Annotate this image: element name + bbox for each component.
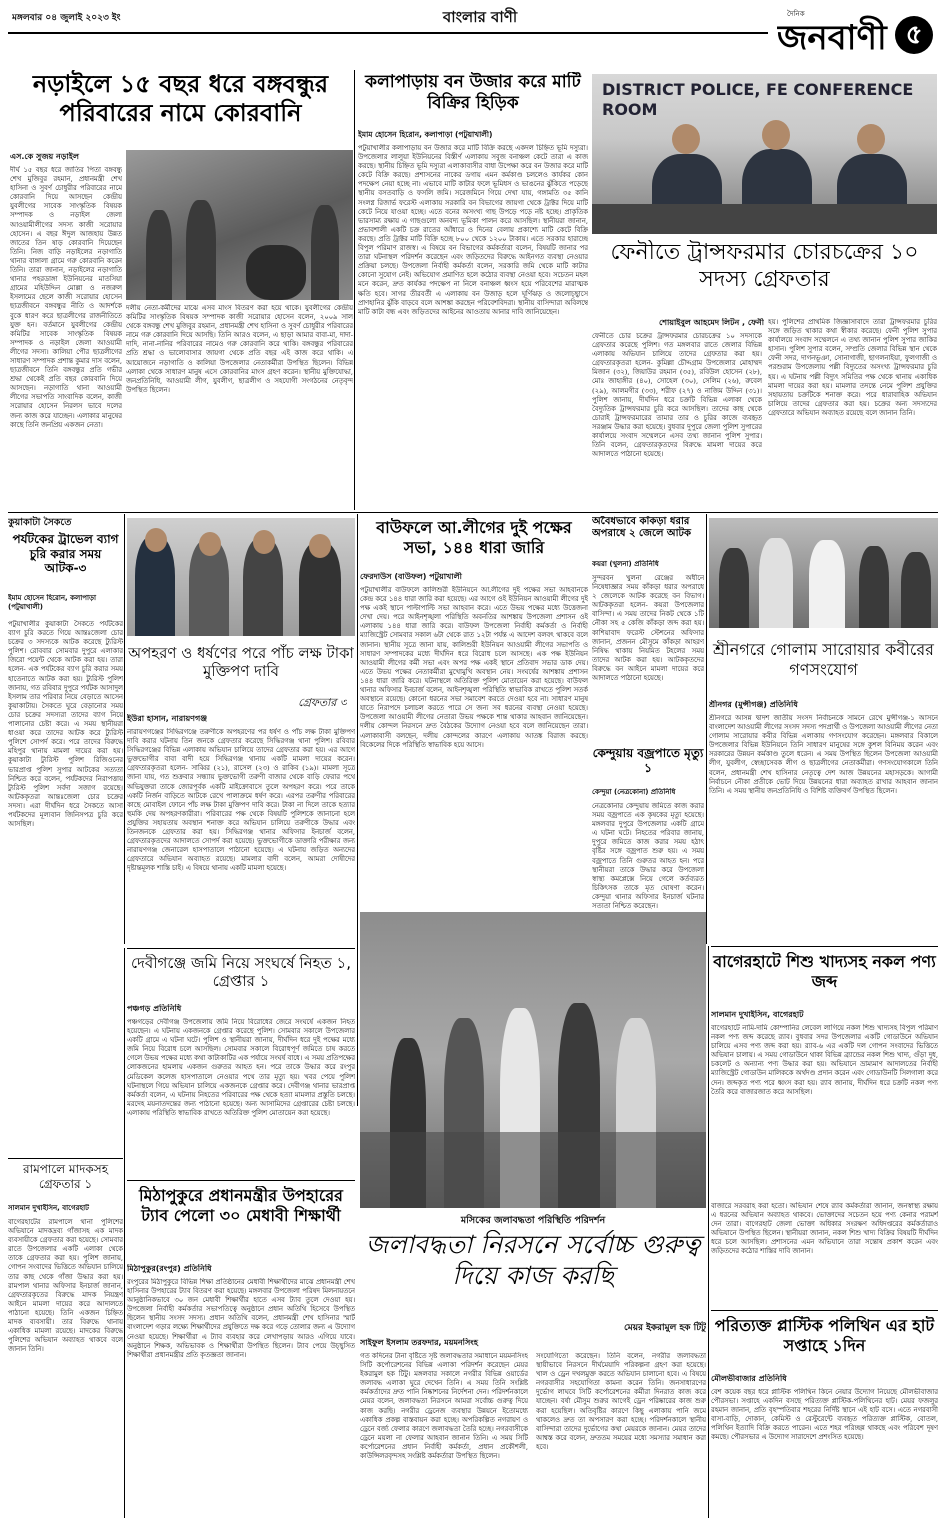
kuakata-headline: পর্যটকের ট্রাভেল ব্যাগ চুরি করার সময় আটক-৩ (12, 532, 119, 576)
rampal-body: বাগেরহাটের রামপালে থানা পুলিশের অভিযানে মাদকদ্রব্য গাঁজাসহ এক মাদক ব্যবসায়ীকে গ্রেফতার করা হয়েছে। সোমবার রাতে উপজেলার একটি এলাকা থেকে তাকে গ্রেফতার করা হয়। পুলিশ জানায়, গোপন সংবাদের ভিত্তিতে অভিযান চালিয়ে তার কাছ থেকে গাঁজা উদ্ধার করা হয়। রামপাল থানার অফিসার ইনচার্জ জানান, গ্রেফতারকৃতের বিরুদ্ধে মাদক নিয়ন্ত্রণ আইনে মামলা দায়ের করে আদালতে পাঠানো হয়েছে। তিনি একজন চিহ্নিত মাদক ব্যবসায়ী। তার বিরুদ্ধে থানায় একাধিক মামলা রয়েছে। মাদকের বিরুদ্ধে পুলিশের অভিযান অব্যাহত থাকবে বলে জানান তিনি। (8, 1218, 123, 1354)
newspaper-logo (765, 2, 945, 68)
story-sreenagar (709, 514, 938, 934)
mithapukur-headline: মিঠাপুকুরে প্রধানমন্ত্রীর উপহারের ট্যাব পেলো ৩০ মেধাবী শিক্ষার্থী (139, 1186, 343, 1225)
kendua-byline: কেন্দুয়া (নেত্রকোনা) প্রতিনিধি (592, 788, 676, 796)
debiganj-headline: দেবীগঞ্জে জমি নিয়ে সংঘর্ষে নিহত ১, গ্রেপ্তার ১ (130, 954, 352, 991)
narail-byline: এস.কে সুজয় নড়াইল (10, 152, 79, 161)
feni-photo (592, 74, 937, 234)
section-title: বাংলার বাণী (442, 8, 518, 26)
narail-body-2: দলীয় নেতা-কর্মীদের মাঝে এসব মাংস বিতরণ করা হয়ে থাকে। যুবলীগের কেন্দ্রীয় কমিটির সাংস্কৃতিক বিষয়ক সম্পাদক কাজী সরোয়ার হোসেন বলেন, ২০০৯ সাল থেকে বঙ্গবন্ধু শেখ মুজিবুর রহমান, প্রধানমন্ত্রী শেখ হাসিনা ও সুবর্ণ চোধুরীর পরিবারের নামে গরু কোরবানি দিয়ে আসছি। তিনি আরও বলেন, এ ছাড়া আমার বাবা-মা, দাদা-দাদি, নানা-নানির পরিবারের নামেও গরু কোরবানি করে থাকি। বঙ্গবন্ধুর পরিবারের প্রতি শ্রদ্ধা ও ভালোবাসার জায়গা থেকে প্রতি বছর এই কাজ করে থাকি। এ আয়োজনে নড়াগাতি ও কালিয়া উপজেলার নেতাকর্মীরা উপস্থিত ছিলেন। বিভিন্ন এলাকা থেকে সাধারণ মানুষ এসে কোরবানির মাংস গ্রহণ করেন। স্থানীয় মুক্তিযোদ্ধা, জনপ্রতিনিধি, আওয়ামী লীগ, যুবলীগ, ছাত্রলীগ ও সহযোগী সংগঠনের নেতৃবৃন্দ উপস্থিত ছিলেন। (126, 304, 353, 394)
logo-small-text: দৈনিক (787, 10, 805, 18)
narail-headline: নড়াইলে ১৫ বছর ধরে বঙ্গবন্ধুর পরিবারের নামে কোরবানি (32, 70, 329, 128)
bauphal-body: পটুয়াখালীর বাউফলে কালিশুরী ইউনিয়নে আ.লীগের দুই পক্ষের সভা আহবানকে কেন্দ্র করে ১৪৪ ধারা জারি করা হয়েছে। এর আগে ওই ইউনিয়ন আওয়ামী লীগের দুই পক্ষ একই স্থানে পাল্টাপাল্টি সভা আহবান করে। এতে উভয় পক্ষের মধ্যে উত্তেজনা দেখা দেয়। পরে আইনশৃঙ্খলা পরিস্থিতি অবনতির আশঙ্কায় উপজেলা প্রশাসন ওই এলাকায় ১৪৪ ধারা জারি করে। বাউফল উপজেলা নির্বাহী কর্মকর্তা ও নির্বাহী ম্যাজিস্ট্রেট সোমবার সকাল ৬টা থেকে রাত ১২টা পর্যন্ত এ আদেশ বলবৎ থাকবে বলে জানান। স্থানীয় সূত্রে জানা যায়, কালিশুরী ইউনিয়ন আওয়ামী লীগের সভাপতি ও সাধারণ সম্পাদকের মধ্যে দীর্ঘদিন ধরে বিরোধ চলে আসছে। এক পক্ষ ইউনিয়ন আওয়ামী লীগের কর্মী সভা এবং অপর পক্ষ একই স্থানে প্রতিবাদ সভার ডাক দেয়। এতে উভয় পক্ষের নেতাকর্মীরা মুখোমুখি অবস্থান নেয়। সংঘর্ষের আশঙ্কায় প্রশাসন ১৪৪ ধারা জারি করে। ঘটনাস্থলে অতিরিক্ত পুলিশ মোতায়েন করা হয়েছে। বাউফল থানার অফিসার ইনচার্জ বলেন, আইনশৃঙ্খলা পরিস্থিতি স্বাভাবিক রাখতে পুলিশ সতর্ক অবস্থানে রয়েছে। কোনো ধরনের সভা সমাবেশ করতে দেওয়া হবে না। সাধারণ মানুষ যাতে নিরাপদে চলাচল করতে পারে সে জন্য সব ধরনের ব্যবস্থা নেওয়া হয়েছে। উপজেলা আওয়ামী লীগের নেতারা উভয় পক্ষকে শান্ত থাকার আহবান জানিয়েছেন। দলীয় কোন্দল নিরসনে দ্রুত বৈঠকের উদ্যোগ নেওয়া হবে বলে জানিয়েছেন তারা। এলাকাবাসী বলছেন, দলীয় কোন্দলের কারণে এলাকায় আতঙ্ক বিরাজ করছে। বিকেলের দিকে পরিস্থিতি স্বাভাবিক হয়ে আসে। (360, 586, 588, 749)
story-kalapara (358, 70, 588, 510)
sreenagar-byline: শ্রীনগর (মুন্সীগঞ্জ) প্রতিনিধি (709, 700, 798, 709)
bauphal-headline: বাউফলে আ.লীগের দুই পক্ষের সভা, ১৪৪ ধারা জারি (376, 518, 572, 557)
sreenagar-body: শ্রীনগরে আসন্ন দ্বাদশ জাতীয় সংসদ নির্বাচনকে সামনে রেখে মুন্সীগঞ্জ-১ আসনে বাংলাদেশ আওয়ামী লীগের সংসদ সদস্য পদপ্রার্থী ও উপজেলা আওয়ামী লীগের নেতা গোলাম সারোয়ার কবীর বিভিন্ন এলাকায় গণসংযোগ করেছেন। মঙ্গলবার বিকালে উপজেলার বিভিন্ন ইউনিয়নে তিনি সাধারণ মানুষের সঙ্গে কুশল বিনিময় করেন এবং সরকারের উন্নয়ন কর্মকাণ্ড তুলে ধরেন। এ সময় উপস্থিত ছিলেন উপজেলা আওয়ামী লীগ, যুবলীগ, স্বেচ্ছাসেবক লীগ ও ছাত্রলীগের নেতাকর্মীরা। গণসংযোগকালে তিনি বলেন, প্রধানমন্ত্রী শেখ হাসিনার নেতৃত্বে দেশ আজ উন্নয়নের মহাসড়কে। আগামী নির্বাচনে নৌকা প্রতীকে ভোট দিয়ে উন্নয়নের ধারা অব্যাহত রাখার আহবান জানান তিনি। এ সময় স্থানীয় জনপ্রতিনিধি ও বিশিষ্ট ব্যক্তিবর্গ উপস্থিত ছিলেন। (709, 714, 938, 795)
divider-v6 (708, 946, 709, 1518)
logo-main-text: জনবাণী (777, 18, 887, 58)
story-mithapukur (127, 1180, 355, 1518)
waterlogging-kicker: মসিকের জলাবদ্ধতা পরিস্থিতি পরিদর্শন (460, 1215, 606, 1226)
header-rule (8, 32, 768, 34)
waterlogging-photo (360, 912, 706, 1208)
story-feni (592, 70, 937, 510)
rampal-headline: রামপালে মাদকসহ গ্রেফতার ১ (22, 1162, 109, 1191)
story-kendua (592, 744, 704, 930)
story-plastic (711, 1310, 938, 1518)
feni-photo-sign: DISTRICT POLICE, FE CONFERENCE ROOM (602, 80, 914, 119)
story-waterlogging (360, 912, 706, 1518)
kalapara-byline: ইমাম হোসেন হিরোন, কলাপাড়া (পটুয়াখালী) (358, 130, 493, 139)
page-number: ৫ (905, 20, 923, 50)
divider-v2 (124, 514, 125, 944)
rampal-byline: সালমান দুখাইসিন, বাগেরহাট (8, 1204, 89, 1212)
mithapukur-byline: মিঠাপুকুর(রংপুর) প্রতিনিধি (127, 1264, 212, 1273)
sreenagar-photo (709, 518, 938, 628)
kuakata-byline: ইমাম হোসেন হিরোন, কলাপাড়া (পটুয়াখালী) (8, 594, 97, 611)
narail-body: দীর্ঘ ১৫ বছর ধরে জাতির পিতা বঙ্গবন্ধু শেখ মুজিবুর রহমান, প্রধানমন্ত্রী শেখ হাসিনা ও সুবর্ণ চোধুরীর পরিবারের নামে কোরবানি দিয়ে আসছেন কেন্দ্রীয় যুবলীগের সাবেক সাংস্কৃতিক বিষয়ক সম্পাদক ও নড়াইল জেলা আওয়ামীলীগের সদস্য কাজী সরোয়ার হোসেন। এ বছর ঈদুল আজহায় উন্নত জাতের তিন ষাড় কোরবানি দিয়েছেন তিনি। নিজ বাড়ি নড়াইলের নড়াগাতি থানার বাঙ্গালা গ্রামে গরু কোরবানি করেন তিনি। তারা জানান, নড়াইলের নড়াগাতি থানার পহরডাঙ্গা ইউনিয়নের মাতসিয়া গ্রামের মহিউদ্দিন মোল্লা ও নজরুল ইসলামের ছেলে কাজী সরোয়ার হোসেন ছাত্রজীবনে বঙ্গবন্ধুর নীতি ও আদর্শকে বুকে ধারণ করে ছাত্রলীগের রাজনীতিতে যুক্ত হন। বর্তমানে যুবলীগের কেন্দ্রীয় কমিটির সাবেক সাংস্কৃতিক বিষয়ক সম্পাদক ও নড়াইল জেলা আওয়ামী লীগের সদস্য। কালিয়া পৌর ছাত্রলীগের সাধারণ সম্পাদক প্রশান্ত কুমার দাস বলেন, ছাত্রজীবনে তিনি বঙ্গবন্ধুর প্রতি গভীর শ্রদ্ধা থেকেই প্রতি বছর কোরবানি দিয়ে আসছেন। নড়াগাতি থানা আওয়ামী লীগের সভাপতি সাংবাদিক বলেন, কাজী সরোয়ার হোসেন নিরলস ভাবে দলের জন্য কাজ করে যাচ্ছেন। এলাকার মানুষের কাছে তিনি জনপ্রিয় একজন নেতা। (10, 166, 122, 429)
plastic-top-rule (711, 1310, 938, 1311)
bagerhat-top-rule (711, 946, 938, 947)
bagerhat-byline: সালমান দুখাইসিন, বাগেরহাট (711, 1010, 804, 1019)
story-crab (592, 514, 704, 742)
feni-body-2: হয়। পুলিশের প্রাথমিক জিজ্ঞাসাবাদে তারা ট্রান্সফরমার চুরির সঙ্গে জড়িত থাকার কথা স্বীকার করেছে। ফেনী পুলিশ সুপার কার্যালয়ে সংবাদ সম্মেলনে এ তথ্য জানান পুলিশ সুপার জাকির হাসান। পুলিশ সুপার বলেন, সম্প্রতি জেলার বিভিন্ন স্থান থেকে ফেনী সদর, দাগনভূঞা, সোনাগাজী, ছাগলনাইয়া, ফুলগাজী ও পরশুরাম উপজেলায় পল্লী বিদ্যুতের অসংখ্য ট্রান্সফরমার চুরি হয়। এ ঘটনায় পল্লী বিদ্যুৎ সমিতির পক্ষ থেকে থানায় একাধিক মামলা দায়ের করা হয়। মামলার তদন্তে নেমে পুলিশ প্রযুক্তির সহায়তায় চক্রটিকে শনাক্ত করে। পরে ধারাবাহিক অভিযান চালিয়ে তাদের গ্রেফতার করা হয়। চক্রের অন্য সদস্যদের গ্রেফতারে অভিযান অব্যাহত রয়েছে বলে জানান তিনি। (768, 318, 937, 417)
divider-v3 (357, 514, 358, 1106)
plastic-headline: পরিত্যক্ত প্লাস্টিক পলিথিন এর হাট সপ্তাহে ১দিন (714, 1316, 935, 1355)
waterlogging-body: গত কদিনের টানা বৃষ্টিতে সৃষ্ট জলাবদ্ধতার সমাধানে ময়মনসিংহ সিটি কর্পোরেশনের বিভিন্ন এলাকা পরিদর্শন করেছেন মেয়র ইকরামুল হক টিটু। মঙ্গলবার সকালে নগরীর বিভিন্ন ওয়ার্ডের জলাবদ্ধ এলাকা ঘুরে দেখেন তিনি। এ সময় তিনি সংশ্লিষ্ট কর্মকর্তাদের দ্রুত পানি নিষ্কাশনের নির্দেশনা দেন। পরিদর্শনকালে মেয়র বলেন, জলাবদ্ধতা নিরসনে আমরা সর্বোচ্চ গুরুত্ব দিয়ে কাজ করছি। নগরীর ড্রেনেজ ব্যবস্থার উন্নয়নে ইতোমধ্যে একাধিক প্রকল্প বাস্তবায়ন করা হচ্ছে। অপরিকল্পিত নগরায়ণ ও ড্রেনে বর্জ্য ফেলার কারণে জলাবদ্ধতা তৈরি হচ্ছে। নগরবাসীকে ড্রেনে ময়লা না ফেলার আহবান জানান তিনি। এ সময় সিটি কর্পোরেশনের প্রধান নির্বাহী কর্মকর্তা, প্রধান প্রকৌশলী, কাউন্সিলরবৃন্দসহ সংশ্লিষ্ট কর্মকর্তারা উপস্থিত ছিলেন। (360, 1352, 528, 1461)
abduction-byline: ইউরা হাসান, নারায়ণগঞ্জ (127, 714, 208, 723)
mithapukur-body: রংপুরের মিঠাপুকুরে বিভিন্ন শিক্ষা প্রতিষ্ঠানের মেধাবী শিক্ষার্থীদের মাঝে প্রধানমন্ত্রী শেখ হাসিনার উপহারের ট্যাব বিতরণ করা হয়েছে। মঙ্গলবার উপজেলা পরিষদ মিলনায়তনে আনুষ্ঠানিকভাবে ৩০ জন মেধাবী শিক্ষার্থীর হাতে এসব ট্যাব তুলে দেওয়া হয়। উপজেলা নির্বাহী কর্মকর্তার সভাপতিত্বে অনুষ্ঠানে প্রধান অতিথি হিসেবে উপস্থিত ছিলেন স্থানীয় সংসদ সদস্য। প্রধান অতিথি বলেন, প্রধানমন্ত্রী শেখ হাসিনার স্মার্ট বাংলাদেশ গড়ার লক্ষ্যে শিক্ষার্থীদের প্রযুক্তিতে দক্ষ করে গড়ে তোলার জন্য এ উদ্যোগ নেওয়া হয়েছে। শিক্ষার্থীরা এ ট্যাব ব্যবহার করে লেখাপড়ায় আরও এগিয়ে যাবে। অনুষ্ঠানে শিক্ষক, অভিভাবক ও শিক্ষার্থীরা উপস্থিত ছিলেন। ট্যাব পেয়ে উচ্ছ্বসিত শিক্ষার্থীরা প্রধানমন্ত্রীর প্রতি কৃতজ্ঞতা জানান। (127, 1278, 355, 1359)
bauphal-byline: ফেরদাউস (বাউফল) পটুয়াখালী (360, 572, 462, 581)
bagerhat-body: বাগেরহাটে নামি-দামি কোম্পানির লেবেল লাগিয়ে নকল শিশু খাদ্যসহ বিপুল পরিমাণ নকল পণ্য জব্দ করেছে র‍্যাব। বুধবার সদর উপজেলার একটি গোডাউনে অভিযান চালিয়ে এসব পণ্য জব্দ করা হয়। র‍্যাব-৬ এর একটি দল গোপন সংবাদের ভিত্তিতে অভিযান চালায়। এ সময় গোডাউনে থাকা বিভিন্ন ব্র্যান্ডের নকল শিশু খাদ্য, গুঁড়া দুধ, চকলেট ও অন্যান্য পণ্য উদ্ধার করা হয়। অভিযানে ভ্রাম্যমাণ আদালতের নির্বাহী ম্যাজিস্ট্রেট গোডাউন মালিককে অর্থদণ্ড প্রদান করেন এবং গোডাউনটি সিলগালা করে দেন। জব্দকৃত পণ্য পরে ধ্বংস করা হয়। র‍্যাব জানায়, দীর্ঘদিন ধরে চক্রটি নকল পণ্য তৈরি করে বাজারজাত করে আসছিল। (711, 1024, 938, 1096)
divider-v1 (354, 70, 355, 510)
feni-body: ফেনীতে চোর চক্রের ট্রান্সফরমার চোরচক্রের ১০ সদস্যকে গ্রেফতার করেছে পুলিশ। গত মঙ্গলবার রাতে জেলার বিভিন্ন এলাকায় অভিযান চালিয়ে তাদের গ্রেফতার করা হয়। গ্রেফতারকৃতরা হলেন- কুমিল্লা চৌদ্দগ্রাম উপজেলার মোহাম্মদ মিজান (৩২), জিয়াউর রহমান (৩৫), রবিউল হোসেন (২৮), মোঃ জাহাঙ্গীর (৪০), সোহেল (৩০), সেলিম (২৬), রুবেল (২৯), আলমগীর (৩৩), শরীফ (২৭) ও নাজিম উদ্দিন (৩১)। পুলিশ জানায়, দীর্ঘদিন ধরে চক্রটি বিভিন্ন এলাকা থেকে বৈদ্যুতিক ট্রান্সফরমার চুরি করে আসছিল। তাদের কাছ থেকে চোরাই ট্রান্সফরমারের তামার তার ও চুরির কাজে ব্যবহৃত সরঞ্জাম উদ্ধার করা হয়েছে। বুধবার দুপুরে জেলা পুলিশ সুপারের কার্যালয়ে সংবাদ সম্মেলনে এসব তথ্য জানান পুলিশ সুপার। তিনি বলেন, গ্রেফতারকৃতদের বিরুদ্ধে মামলা দায়ের করে আদালতে পাঠানো হয়েছে। (592, 332, 762, 459)
sreenagar-headline: শ্রীনগরে গোলাম সারোয়ার কবীরের গণসংযোগ (713, 640, 934, 679)
abduction-photo (127, 518, 355, 636)
page-number-badge (895, 16, 933, 54)
kuakata-kicker: কুয়াকাটা সৈকতে (8, 517, 72, 528)
story-abduction (127, 514, 355, 946)
feni-byline: শোয়াইবুল আহমেদ লিটন , ফেনী (658, 318, 764, 327)
kalapara-headline: কলাপাড়ায় বন উজার করে মাটি বিক্রির হিড়িক (365, 72, 581, 113)
waterlogging-byline: সাইফুল ইসলাম তরফদার, ময়মনসিংহ (360, 1338, 478, 1347)
masthead (0, 0, 945, 70)
bagerhat-headline: বাগেরহাটে শিশু খাদ্যসহ নকল পণ্য জব্দ (713, 952, 936, 991)
mithapukur-top-rule (127, 1180, 355, 1181)
story-bauphal (360, 514, 588, 909)
waterlogging-headline: জলাবদ্ধতা নিরসনে সর্বোচ্চ গুরুত্ব দিয়ে কাজ করছি (365, 1230, 701, 1290)
debiganj-top-rule (127, 948, 355, 949)
story-bagerhat (711, 946, 938, 1308)
issue-date: মঙ্গলবার ০৪ জুলাই ২০২৩ ইং (12, 13, 121, 23)
story-kuakata (8, 514, 123, 944)
crab-body: সুন্দরবন খুলনা রেঞ্জের অধীনে নিষেধাজ্ঞার সময় কাঁকড়া ধরার অপরাধে ২ জেলেকে আটক করেছে বন বিভাগ। আটককৃতরা হলেন- কয়রা উপজেলার বাসিন্দা। এ সময় তাদের নিকট থেকে ১টি নৌকা সহ ৫ কেজি কাঁকড়া জব্দ করা হয়। কাশিয়াবাদ ফরেস্ট স্টেশনের অফিসার জানান, প্রজনন মৌসুমে কাঁকড়া আহরণ নিষিদ্ধ থাকায় নিয়মিত টহলের সময় তাদের আটক করা হয়। আটককৃতদের বিরুদ্ধে বন আইনে মামলা দায়ের করে আদালতে পাঠানো হয়েছে। (592, 574, 704, 683)
abduction-subhead: গ্রেফতার ৩ (298, 696, 347, 709)
rampal-top-rule (8, 1158, 123, 1159)
narail-photo (126, 150, 353, 300)
plastic-body: বেশ কয়েক বছর ধরে প্লাস্টিক পলিথিন কিনে নেয়ার উদ্যোগ নিয়েছে মৌলভীবাজার পৌরসভা। সপ্তাহে একদিন বসছে পরিত্যক্ত প্লাস্টিক-পলিথিনের হাট। মেয়র ফজলুর রহমান জানান, প্রতি বৃহস্পতিবার শহরের নির্দিষ্ট স্থানে এই হাট বসে। এতে নগরবাসী বাসা-বাড়ি, দোকান, কেমিস্ট ও রেস্টুরেন্টে ব্যবহৃত পরিত্যক্ত প্লাস্টিক, বোতল, পলিথিন ইত্যাদি বিক্রি করতে পারেন। এতে শহর পরিচ্ছন্ন থাকছে এবং পরিবেশ দূষণ কমছে। পৌরসভার এ উদ্যোগ সারাদেশে প্রশংসিত হয়েছে। (711, 1388, 938, 1442)
crab-byline: কয়রা (খুলনা) প্রতিনিধি (592, 560, 659, 568)
kendua-headline: কেন্দুয়ায় বজ্রপাতে মৃত্যু ১ (592, 746, 704, 775)
abduction-headline: অপহরণ ও ধর্ষণের পরে পাঁচ লক্ষ টাকা মুক্তিপণ দাবি (128, 644, 354, 681)
waterlogging-body-2: সংযোগিতো করেছেন। তিনি বলেন, নগরীর জলাবদ্ধতা স্থায়ীভাবে নিরসনে দীর্ঘমেয়াদি পরিকল্পনা গ্রহণ করা হয়েছে। খাল ও ড্রেন দখলমুক্ত করতে অভিযান চালানো হবে। এ বিষয়ে নগরবাসীর সহযোগিতা কামনা করেন তিনি। জনসাধারণের দুর্ভোগ লাঘবে সিটি কর্পোরেশনের কর্মীরা দিনরাত কাজ করে যাচ্ছেন। বর্ষা মৌসুম শুরুর আগেই ড্রেন পরিষ্কারের কাজ শুরু করা হয়েছিল। অতিবৃষ্টির কারণে কিছু এলাকায় পানি জমে থাকলেও দ্রুত তা অপসারণ করা হচ্ছে। পরিদর্শনকালে স্থানীয় বাসিন্দারা তাদের দুর্ভোগের কথা মেয়রকে জানান। মেয়র তাদের আশ্বস্ত করে বলেন, দ্রুততম সময়ের মধ্যে সমস্যার সমাধান করা হবে। (536, 1352, 706, 1451)
abduction-body: নারায়ণগঞ্জের সিদ্ধিরগঞ্জে তরুণীকে অপহরণের পর ধর্ষণ ও পাঁচ লক্ষ টাকা মুক্তিপণ দাবি করার ঘটনায় তিন জনকে গ্রেফতার করেছে সিদ্ধিরগঞ্জ থানা পুলিশ। রবিবার সিদ্ধিরগঞ্জের বিভিন্ন এলাকায় অভিযান চালিয়ে তাদের গ্রেফতার করা হয়। এর আগে ভুক্তভোগীর বাবা বাদী হয়ে সিদ্ধিরগঞ্জ থানায় একটি মামলা দায়ের করেন। গ্রেফতারকৃতরা হলেন- সাব্বির (২১), রাসেল (২৩) ও রাকিব (১৯)। মামলা সূত্রে জানা যায়, গত শুক্রবার সন্ধ্যায় ভুক্তভোগী তরুণী বাজার থেকে বাড়ি ফেরার পথে অভিযুক্তরা তাকে জোরপূর্বক একটি মাইক্রোবাসে তুলে অপহরণ করে। পরে তাকে একটি নির্জন বাড়িতে আটকে রেখে পালাক্রমে ধর্ষণ করে। এরপর তরুণীর পরিবারের কাছে মোবাইল ফোনে পাঁচ লক্ষ টাকা মুক্তিপণ দাবি করে। টাকা না দিলে তাকে হত্যার হুমকি দেয় অপহরণকারীরা। পরিবারের পক্ষ থেকে বিষয়টি পুলিশকে জানানো হলে প্রযুক্তির সহায়তায় অবস্থান শনাক্ত করে অভিযান চালিয়ে তরুণীকে উদ্ধার এবং তিনজনকে গ্রেফতার করা হয়। সিদ্ধিরগঞ্জ থানার অফিসার ইনচার্জ বলেন, গ্রেফতারকৃতদের আদালতে সোপর্দ করা হয়েছে। ভুক্তভোগীকে ডাক্তারি পরীক্ষার জন্য নারায়ণগঞ্জ জেনারেল হাসপাতালে পাঠানো হয়েছে। এ ঘটনায় জড়িত অন্যদের গ্রেফতারে অভিযান অব্যাহত রয়েছে। মামলার বাদী বলেন, আমরা দোষীদের দৃষ্টান্তমূলক শাস্তি চাই। এ বিষয়ে থানায় একটি মামলা হয়েছে। (127, 728, 355, 873)
debiganj-byline: পঞ্চগড় প্রতিনিধি (127, 1004, 182, 1013)
bagerhat-body-2: বাজারে সরবরাহ করা হতো। অভিযান শেষে র‍্যাব কর্মকর্তারা জানান, জনস্বাস্থ্য রক্ষায় এ ধরনের অভিযান অব্যাহত থাকবে। ভোক্তাদের সচেতন হয়ে পণ্য কেনার পরামর্শ দেন তারা। বাগেরহাট জেলা ভোক্তা অধিকার সংরক্ষণ অধিদপ্তরের কর্মকর্তারাও অভিযানে উপস্থিত ছিলেন। স্থানীয়রা জানান, নকল শিশু খাদ্য বিক্রির বিষয়টি দীর্ঘদিন ধরে চলে আসছিল। প্রশাসনের এমন অভিযানে তারা সন্তোষ প্রকাশ করেন এবং জড়িতদের কঠোর শাস্তির দাবি জানান। (711, 1202, 938, 1256)
kuakata-body: পটুয়াখালীর কুয়াকাটা সৈকতে পর্যটকের ব্যাগ চুরি করতে গিয়ে আন্তঃজেলা চোর চক্রের ৩ সদস্যকে আটক করেছে ট্যুরিস্ট পুলিশ। রোববার সোমবার দুপুরে এলাকার জিরো পয়েন্ট থেকে আটক করা হয়। তারা হলেন- এক পর্যটকের ব্যাগ চুরি করার সময় হাতেনাতে আটক করা হয়। ট্যুরিস্ট পুলিশ জানায়, গত রবিবার দুপুরে পর্যটক আসাদুল ইসলাম তার পরিবার নিয়ে বেড়াতে আসেন কুয়াকাটায়। সৈকতে ঘুরে বেড়ানোর সময় চোর চক্রের সদস্যরা তাদের ব্যাগ নিয়ে পালানোর চেষ্টা করে। এ সময় স্থানীয়রা ধাওয়া করে তাদের আটক করে ট্যুরিস্ট পুলিশে সোপর্দ করে। পরে তাদের বিরুদ্ধে মহিপুর থানায় মামলা দায়ের করা হয়। কুয়াকাটা ট্যুরিস্ট পুলিশ রিজিওনের ভারপ্রাপ্ত পুলিশ সুপার আটকের সত্যতা নিশ্চিত করে বলেন, পর্যটকদের নিরাপত্তায় ট্যুরিস্ট পুলিশ সর্বদা সজাগ রয়েছে। আটককৃতরা আন্তঃজেলা চোর চক্রের সদস্য। এরা দীর্ঘদিন ধরে সৈকতে আসা পর্যটকদের মূল্যবান জিনিসপত্র চুরি করে আসছিল। (8, 620, 123, 829)
story-rampal (8, 1158, 123, 1518)
divider-v5 (124, 948, 125, 1518)
story-narail (8, 70, 353, 510)
divider-v4 (706, 514, 707, 944)
kendua-body: নেত্রকোনার কেন্দুয়ায় জমিতে কাজ করার সময় বজ্রপাতে এক কৃষকের মৃত্যু হয়েছে। মঙ্গলবার দুপুরে উপজেলার একটি গ্রামে এ ঘটনা ঘটে। নিহতের পরিবার জানায়, দুপুরে জমিতে কাজ করার সময় হঠাৎ বৃষ্টির সঙ্গে বজ্রপাত শুরু হয়। এ সময় বজ্রপাতে তিনি গুরুতর আহত হন। পরে স্থানীয়রা তাকে উদ্ধার করে উপজেলা স্বাস্থ্য কমপ্লেক্সে নিয়ে গেলে কর্তব্যরত চিকিৎসক তাকে মৃত ঘোষণা করেন। কেন্দুয়া থানার অফিসার ইনচার্জ ঘটনার সত্যতা নিশ্চিত করেছেন। (592, 802, 704, 911)
crab-headline: অবৈধভাবে কাঁকড়া ধরার অপরাধে ২ জেলে আটক (592, 516, 692, 540)
feni-headline: ফেনীতে ট্রান্সফরমার চোরচক্রের ১০ সদস্য গ্রেফতার (610, 240, 919, 292)
waterlogging-quote-source: মেয়র ইকরামুল হক টিটু (624, 1323, 706, 1333)
story-debiganj (127, 948, 355, 1178)
divider-h1 (8, 512, 938, 513)
debiganj-body: পঞ্চগড়ের দেবীগঞ্জ উপজেলায় জমি নিয়ে বিরোধের জেরে সংঘর্ষে একজন নিহত হয়েছেন। এ ঘটনায় একজনকে গ্রেপ্তার করেছে পুলিশ। সোমবার সকালে উপজেলার একটি গ্রামে এ ঘটনা ঘটে। পুলিশ ও স্থানীয়রা জানায়, দীর্ঘদিন ধরে দুই পক্ষের মধ্যে জমি নিয়ে বিরোধ চলে আসছিল। সোমবার সকালে বিরোধপূর্ণ জমিতে চাষ করতে গেলে উভয় পক্ষের মধ্যে কথা কাটাকাটির এক পর্যায়ে সংঘর্ষ বাধে। এ সময় প্রতিপক্ষের লোকজনের হামলায় একজন গুরুতর আহত হন। পরে তাকে উদ্ধার করে রংপুর মেডিকেল কলেজ হাসপাতালে নেওয়ার পথে তার মৃত্যু হয়। খবর পেয়ে পুলিশ ঘটনাস্থলে গিয়ে অভিযান চালিয়ে একজনকে গ্রেপ্তার করে। দেবীগঞ্জ থানার ভারপ্রাপ্ত কর্মকর্তা বলেন, এ ঘটনায় নিহতের পরিবারের পক্ষ থেকে হত্যা মামলার প্রস্তুতি চলছে। মরদেহ ময়নাতদন্তের জন্য পাঠানো হয়েছে। অন্য আসামিদের গ্রেপ্তারের চেষ্টা চলছে। এলাকায় পরিস্থিতি স্বাভাবিক রাখতে অতিরিক্ত পুলিশ মোতায়েন করা হয়েছে। (127, 1018, 355, 1117)
kalapara-body: পটুয়াখালীর কলাপাড়ায় বন উজার করে মাটি বিক্রি করছে একদল চিহ্নিত ভূমি দস্যুরা। উপজেলার লালুয়া ইউনিয়নের বিস্তীর্ণ এলাকায় সবুজ বনাঞ্চল কেটে তারা এ কাজ করছে। স্থানীয় চিহ্নিত ভূমি দস্যুরা এলাকাবাসীর বাধা উপেক্ষা করে বন উজার করে মাটি কেটে বিক্রি করছে। প্রশাসনের নাকের ডগায় এমন কর্মকাণ্ড চললেও কার্যকর কোন পদক্ষেপ নেয়া হচ্ছে না। এভাবে মাটি কাটার ফলে ভূমিধস ও ভাঙনের ঝুঁকিতে পড়েছে স্থানীয় বসতবাড়ি ও ফসলি জমি। সরেজমিনে গিয়ে দেখা যায়, গঙ্গামতি ৩৫ কানি সংলগ্ন রিজার্ভ ফরেস্ট এলাকায় সরকারি বন বিভাগের জায়গা থেকে ট্রাক্টর দিয়ে মাটি কেটে নিয়ে যাওয়া হচ্ছে। এতে বনের অসংখ্য গাছ উপড়ে পড়ে নষ্ট হচ্ছে। প্রাকৃতিক ভারসাম্য রক্ষায় এ গাছগুলো অনবদ্য ভূমিকা পালন করে আসছিল। স্থানীয়রা জানান, প্রভাবশালী একটি চক্র রাতের আঁধারে ও দিনের বেলায় প্রকাশ্যে মাটি কেটে বিক্রি করছে। প্রতি ট্রাক্টর মাটি বিক্রি হচ্ছে ৮০০ থেকে ১২০০ টাকায়। এতে সরকার হারাচ্ছে বিপুল পরিমাণ রাজস্ব। এ বিষয়ে বন বিভাগের কর্মকর্তারা বলেন, বিষয়টি জানার পর তারা ঘটনাস্থল পরিদর্শন করেছেন এবং জড়িতদের বিরুদ্ধে আইনগত ব্যবস্থা নেওয়ার প্রক্রিয়া চলছে। উপজেলা নির্বাহী কর্মকর্তা বলেন, সরকারি জমি থেকে মাটি কাটার কোনো সুযোগ নেই। অভিযোগ প্রমাণিত হলে কঠোর ব্যবস্থা নেওয়া হবে। সচেতন মহল মনে করেন, দ্রুত কার্যকর পদক্ষেপ না নিলে বনাঞ্চল ধ্বংস হয়ে পরিবেশের মারাত্মক ক্ষতি হবে। সাগর তীরবর্তী এ এলাকায় বন উজাড় হলে ঘূর্ণিঝড় ও জলোচ্ছ্বাসে প্রাণহানির ঝুঁকি বাড়বে বলে আশঙ্কা করছেন পরিবেশবিদরা। স্থানীয় বাসিন্দারা অবিলম্বে মাটি কাটা বন্ধ এবং জড়িতদের আইনের আওতায় আনার দাবি জানিয়েছেন। (358, 144, 588, 316)
plastic-byline: মৌলভীবাজার প্রতিনিধি (711, 1374, 787, 1383)
